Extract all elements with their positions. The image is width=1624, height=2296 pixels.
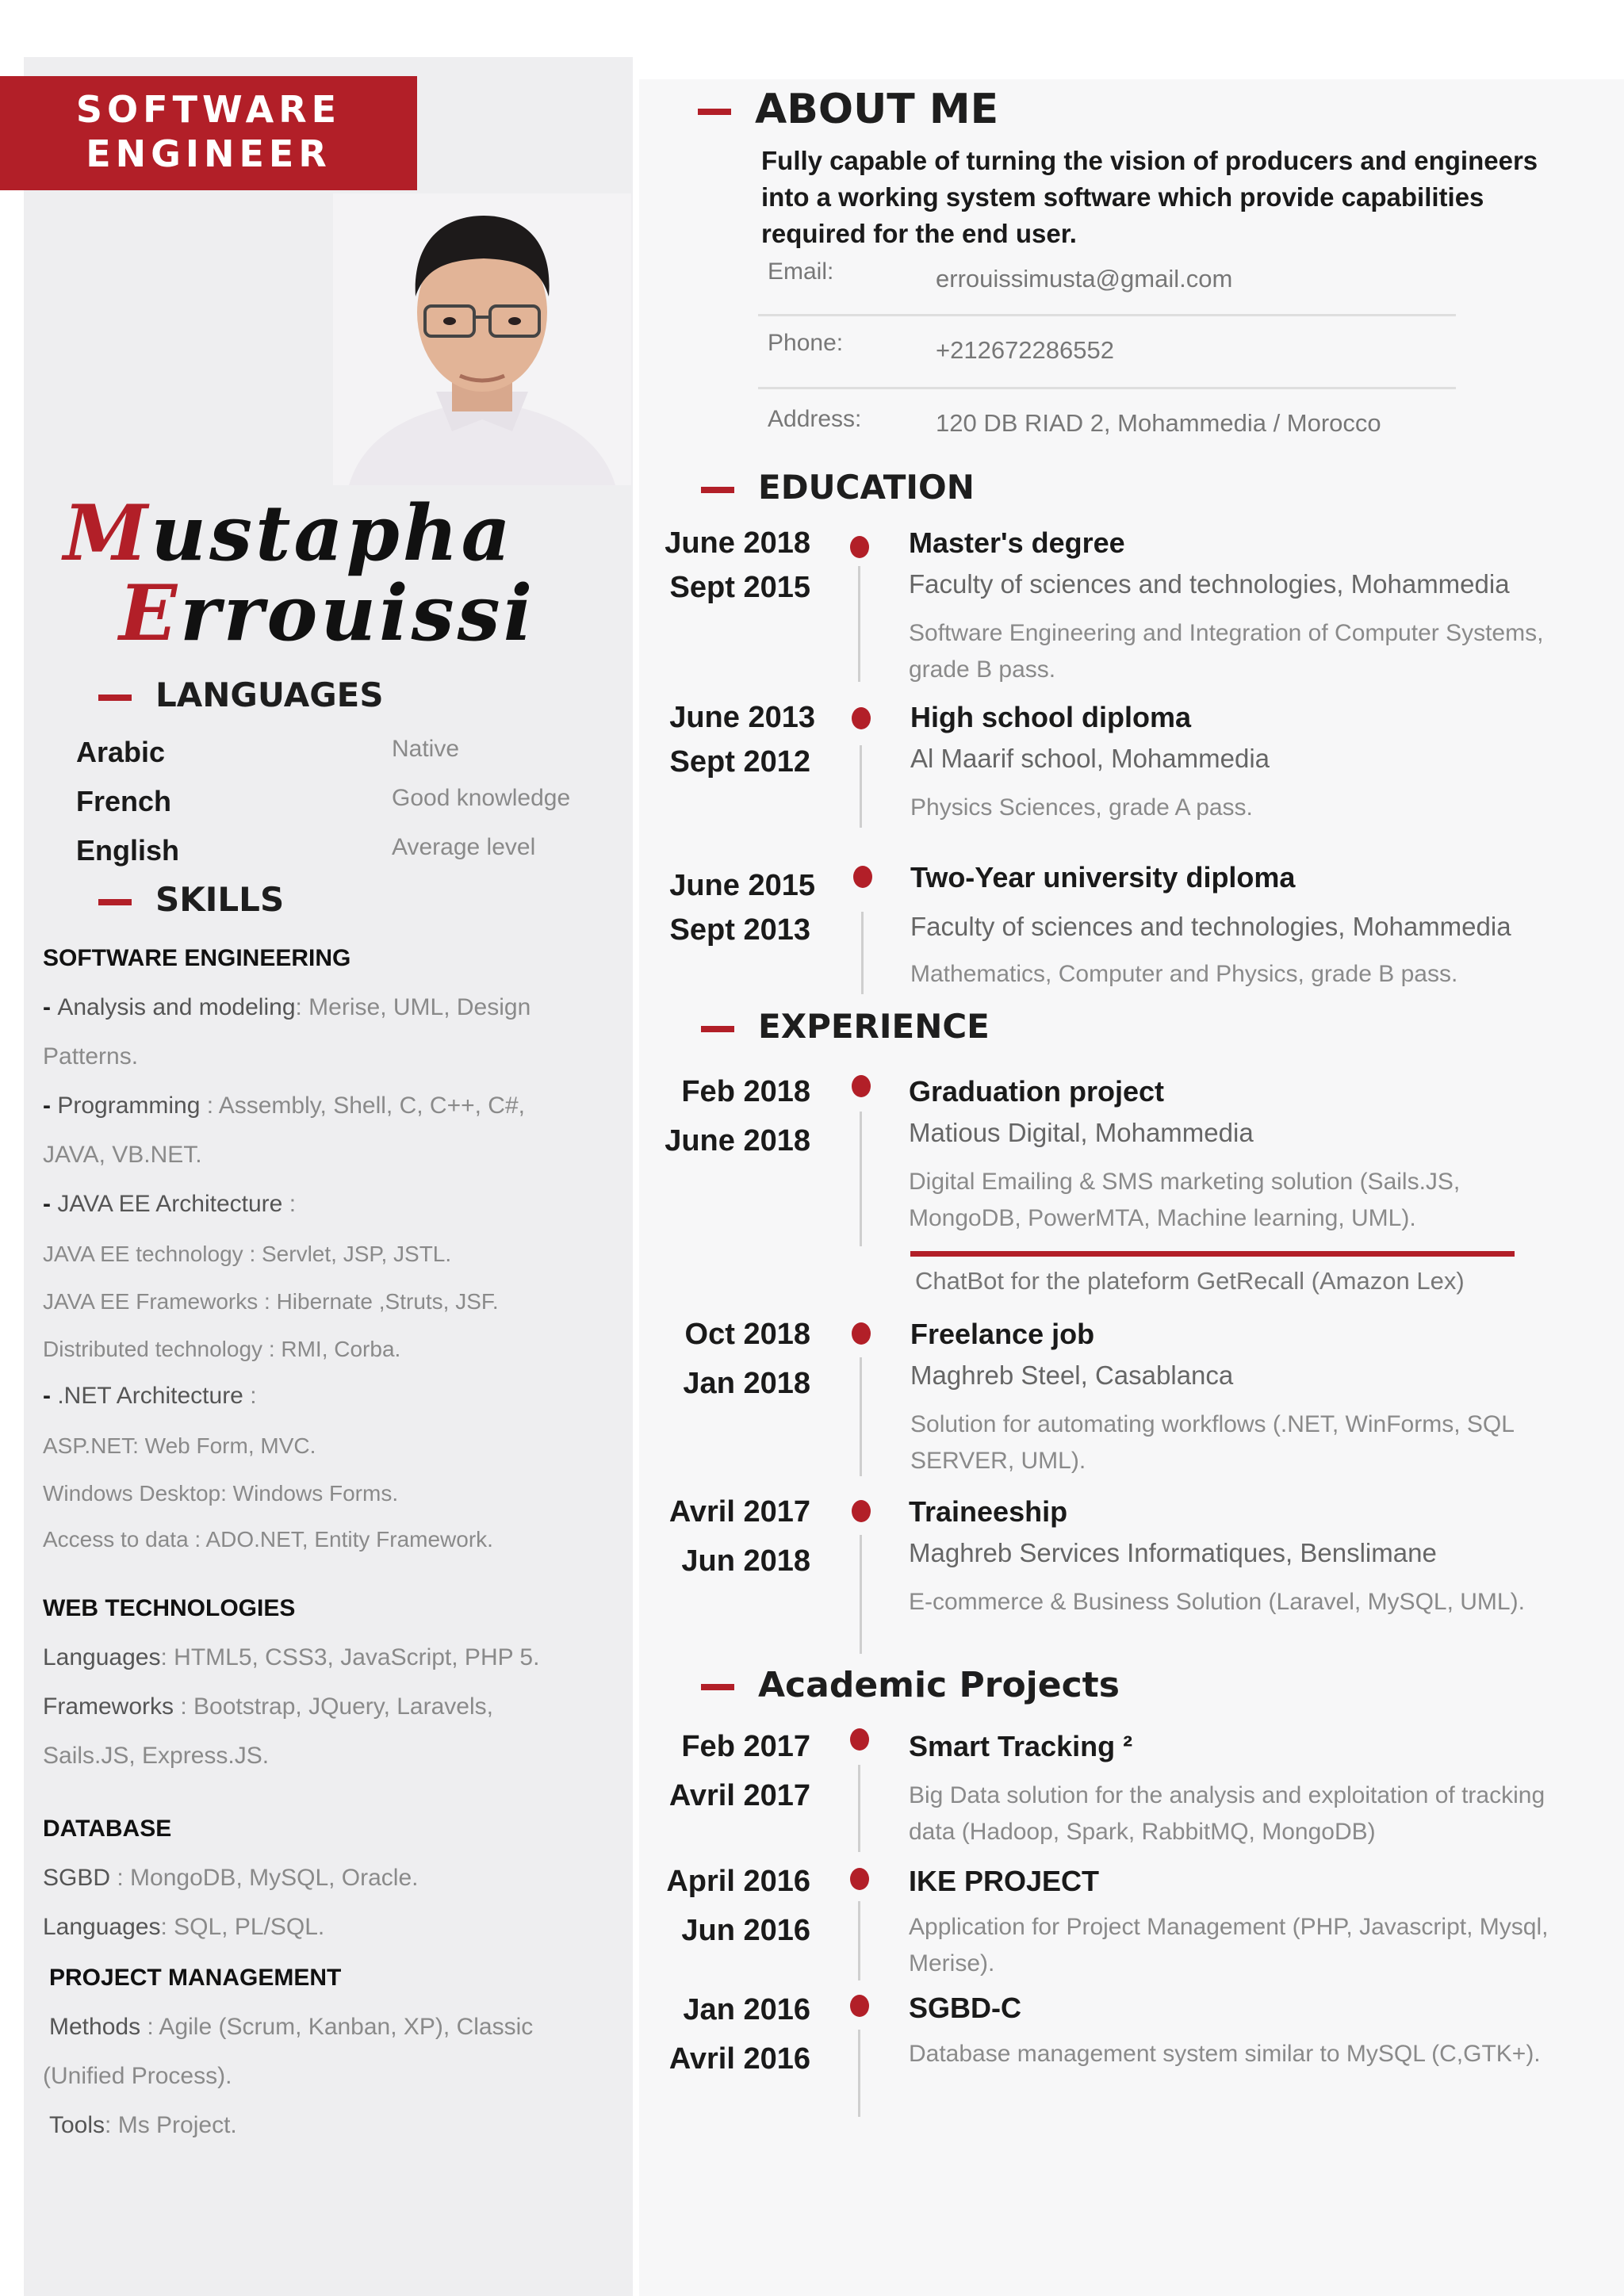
timeline-dot bbox=[853, 866, 872, 888]
timeline-dot bbox=[852, 1500, 871, 1522]
software-engineering-heading: SOFTWARE ENGINEERING bbox=[43, 945, 351, 971]
skill-javaee-line: JAVA EE technology : Servlet, JSP, JSTL. bbox=[43, 1242, 452, 1266]
skill-value: : SQL, PL/SQL. bbox=[160, 1914, 325, 1940]
address-label: Address: bbox=[768, 406, 862, 432]
language-name: English bbox=[76, 834, 180, 867]
date-end: Feb 2017 bbox=[681, 1730, 810, 1763]
timeline-line bbox=[858, 1765, 860, 1852]
skill-analysis-cont: Patterns. bbox=[43, 1043, 139, 1070]
timeline-dot bbox=[850, 536, 869, 558]
first-name-rest: ustapha bbox=[151, 488, 514, 578]
language-name: Arabic bbox=[76, 736, 166, 768]
entry-description: Mathematics, Computer and Physics, grade B pass. bbox=[910, 961, 1458, 987]
skill-tools bbox=[49, 2112, 237, 2139]
skill-key: Methods bbox=[49, 2014, 141, 2040]
job-title-line1: SOFTWARE bbox=[75, 88, 342, 131]
academic-projects-heading bbox=[701, 1665, 1120, 1705]
web-technologies-heading: WEB TECHNOLOGIES bbox=[43, 1595, 296, 1621]
skill-sgbd bbox=[43, 1865, 419, 1892]
timeline-line bbox=[858, 1901, 860, 1980]
entry-description: Application for Project Management (PHP, Javascript, Mysql, Merise). bbox=[909, 1914, 1549, 1976]
section-dash bbox=[701, 1026, 734, 1032]
timeline-line bbox=[860, 1112, 862, 1246]
skill-dotnet-line: Access to data : ADO.NET, Entity Framework. bbox=[43, 1527, 493, 1552]
timeline-line bbox=[858, 2030, 860, 2117]
section-dash bbox=[98, 695, 132, 701]
date-end: Jan 2016 bbox=[683, 1993, 810, 2026]
timeline-dot bbox=[850, 1995, 869, 2017]
date-start: Jun 2016 bbox=[681, 1914, 810, 1947]
date-start: Sept 2013 bbox=[669, 913, 810, 947]
phone-label: Phone: bbox=[768, 330, 844, 356]
entry-organization: Faculty of sciences and technologies, Mohammedia bbox=[910, 912, 1511, 941]
entry-title: Graduation project bbox=[909, 1075, 1165, 1108]
skill-javaee-line: Distributed technology : RMI, Corba. bbox=[43, 1337, 401, 1361]
skill-dotnet-line: Windows Desktop: Windows Forms. bbox=[43, 1481, 399, 1506]
skill-value: : MongoDB, MySQL, Oracle. bbox=[110, 1865, 419, 1891]
last-name-initial: E bbox=[119, 568, 181, 658]
job-title-banner bbox=[0, 76, 417, 190]
section-dash bbox=[98, 899, 132, 905]
skill-key: .NET Architecture bbox=[57, 1383, 243, 1409]
skill-web-languages bbox=[43, 1644, 539, 1671]
skill-web-frameworks-cont: Sails.JS, Express.JS. bbox=[43, 1743, 270, 1769]
date-start: Sept 2015 bbox=[669, 571, 810, 604]
language-level: Good knowledge bbox=[392, 785, 571, 811]
entry-description: Big Data solution for the analysis and exploitation of tracking data (Hadoop, Spark, RabbitMQ, MongoDB) bbox=[909, 1782, 1545, 1845]
entry-description: Database management system similar to MySQL (C,GTK+). bbox=[909, 2041, 1541, 2067]
skill-analysis: - Analysis and modeling: Merise, UML, Design bbox=[43, 994, 531, 1020]
skill-key: JAVA EE Architecture bbox=[57, 1191, 283, 1217]
first-name-initial: M bbox=[63, 488, 151, 578]
date-end: Oct 2018 bbox=[684, 1318, 810, 1351]
skill-value: : Assembly, Shell, C, C++, C#, bbox=[200, 1093, 525, 1119]
highlight-bar bbox=[910, 1251, 1515, 1257]
experience-heading bbox=[701, 1007, 990, 1046]
project-management-heading: PROJECT MANAGEMENT bbox=[49, 1965, 342, 1991]
entry-description: Software Engineering and Integration of Computer Systems, grade B pass. bbox=[909, 620, 1544, 683]
skill-value: : bbox=[243, 1383, 257, 1409]
timeline-line bbox=[860, 1357, 862, 1476]
language-level: Native bbox=[392, 736, 460, 762]
entry-title: Smart Tracking ² bbox=[909, 1730, 1133, 1762]
skill-methods-cont: (Unified Process). bbox=[43, 2063, 232, 2089]
timeline-line bbox=[858, 566, 860, 682]
timeline-dot bbox=[850, 1868, 869, 1890]
date-start: Avril 2016 bbox=[668, 2042, 810, 2076]
skill-value: : Bootstrap, JQuery, Laravels, bbox=[174, 1693, 493, 1720]
entry-title: Freelance job bbox=[910, 1318, 1095, 1350]
last-name bbox=[119, 568, 536, 658]
languages-heading bbox=[98, 675, 384, 714]
skill-key: SGBD bbox=[43, 1865, 111, 1891]
date-end: June 2015 bbox=[669, 869, 815, 902]
date-end: April 2016 bbox=[666, 1865, 810, 1898]
section-dash bbox=[698, 109, 731, 115]
academic-projects-heading-text: Academic Projects bbox=[758, 1665, 1120, 1705]
timeline-line bbox=[860, 1535, 862, 1654]
skill-programming: - Programming : Assembly, Shell, C, C++, C#, bbox=[43, 1093, 525, 1119]
timeline-dot bbox=[852, 1075, 871, 1097]
skill-db-languages bbox=[43, 1914, 324, 1941]
entry-title: SGBD-C bbox=[909, 1992, 1021, 2024]
entry-organization: Maghreb Services Informatiques, Benslimane bbox=[909, 1538, 1437, 1567]
date-start: Jun 2018 bbox=[681, 1544, 810, 1578]
database-heading: DATABASE bbox=[43, 1816, 172, 1842]
skill-value: : bbox=[282, 1191, 297, 1217]
entry-extra: ChatBot for the plateform GetRecall (Amazon Lex) bbox=[915, 1267, 1465, 1295]
profile-photo bbox=[333, 193, 631, 485]
skill-programming-cont: JAVA, VB.NET. bbox=[43, 1142, 202, 1168]
section-dash bbox=[701, 1684, 734, 1690]
entry-organization: Faculty of sciences and technologies, Mohammedia bbox=[909, 569, 1510, 599]
email-label: Email: bbox=[768, 258, 834, 285]
entry-title: Two-Year university diploma bbox=[910, 861, 1296, 894]
entry-organization: Maghreb Steel, Casablanca bbox=[910, 1360, 1234, 1390]
skill-key: Frameworks bbox=[43, 1693, 174, 1720]
experience-heading-text: EXPERIENCE bbox=[758, 1007, 990, 1046]
about-text: Fully capable of turning the vision of producers and engineers into a working system software which provide capabilities required for the end user. bbox=[761, 146, 1538, 248]
address-value: 120 DB RIAD 2, Mohammedia / Morocco bbox=[936, 409, 1381, 437]
languages-heading-text: LANGUAGES bbox=[155, 675, 384, 714]
entry-description: Solution for automating workflows (.NET, WinForms, SQL SERVER, UML). bbox=[910, 1411, 1514, 1474]
entry-title: Traineeship bbox=[909, 1495, 1068, 1528]
language-level: Average level bbox=[392, 834, 536, 860]
phone-value[interactable]: +212672286552 bbox=[936, 336, 1114, 364]
skill-dotnet: - .NET Architecture : bbox=[43, 1383, 257, 1409]
entry-title: IKE PROJECT bbox=[909, 1865, 1100, 1897]
skill-javaee-line: JAVA EE Frameworks : Hibernate ,Struts, JSF. bbox=[43, 1289, 499, 1314]
email-value[interactable]: errouissimusta@gmail.com bbox=[936, 265, 1233, 293]
entry-organization: Matious Digital, Mohammedia bbox=[909, 1118, 1254, 1147]
skill-key: Analysis and modeling bbox=[57, 994, 296, 1020]
entry-title: High school diploma bbox=[910, 701, 1192, 733]
skill-key: Languages bbox=[43, 1644, 161, 1670]
skill-methods bbox=[49, 2014, 533, 2041]
language-name: French bbox=[76, 785, 172, 817]
skills-heading-text: SKILLS bbox=[155, 880, 285, 919]
timeline-line bbox=[860, 745, 862, 828]
skills-heading bbox=[98, 880, 284, 919]
section-dash bbox=[701, 487, 734, 493]
skill-javaee: - JAVA EE Architecture : bbox=[43, 1191, 297, 1217]
entry-description: Physics Sciences, grade A pass. bbox=[910, 794, 1253, 821]
date-start: Jan 2018 bbox=[683, 1367, 810, 1400]
timeline-dot bbox=[852, 707, 871, 729]
first-name bbox=[63, 488, 514, 578]
timeline-line bbox=[861, 912, 864, 994]
skill-key: Tools bbox=[49, 2112, 105, 2138]
date-end: June 2013 bbox=[669, 701, 815, 734]
job-title-line2: ENGINEER bbox=[86, 132, 331, 175]
timeline-dot bbox=[852, 1322, 871, 1345]
skill-value: : Agile (Scrum, Kanban, XP), Classic bbox=[140, 2014, 534, 2040]
about-heading bbox=[698, 86, 998, 133]
education-heading-text: EDUCATION bbox=[758, 468, 975, 507]
date-start: Sept 2012 bbox=[669, 745, 810, 779]
skill-dotnet-line: ASP.NET: Web Form, MVC. bbox=[43, 1433, 316, 1458]
about-heading-text: ABOUT ME bbox=[755, 86, 999, 133]
skill-key: Programming bbox=[57, 1093, 201, 1119]
entry-title: Master's degree bbox=[909, 526, 1125, 559]
education-heading bbox=[701, 468, 975, 507]
date-start: Avril 2017 bbox=[668, 1779, 810, 1812]
date-end: Avril 2017 bbox=[668, 1495, 810, 1529]
skill-key: Languages bbox=[43, 1914, 161, 1940]
skill-value: : HTML5, CSS3, JavaScript, PHP 5. bbox=[160, 1644, 540, 1670]
date-end: June 2018 bbox=[665, 526, 810, 560]
date-start: June 2018 bbox=[665, 1124, 810, 1158]
skill-value: : Merise, UML, Design bbox=[295, 994, 531, 1020]
entry-organization: Al Maarif school, Mohammedia bbox=[910, 744, 1270, 773]
skill-web-frameworks bbox=[43, 1693, 493, 1720]
entry-description: E-commerce & Business Solution (Laravel, MySQL, UML). bbox=[909, 1589, 1525, 1615]
timeline-dot bbox=[850, 1728, 869, 1751]
last-name-rest: rrouissi bbox=[180, 568, 536, 658]
divider bbox=[758, 314, 1456, 316]
skill-value: : Ms Project. bbox=[105, 2112, 237, 2138]
divider bbox=[758, 387, 1456, 389]
entry-description: Digital Emailing & SMS marketing solution (Sails.JS, MongoDB, PowerMTA, Machine learning, UML). bbox=[909, 1169, 1461, 1231]
date-end: Feb 2018 bbox=[681, 1075, 810, 1108]
